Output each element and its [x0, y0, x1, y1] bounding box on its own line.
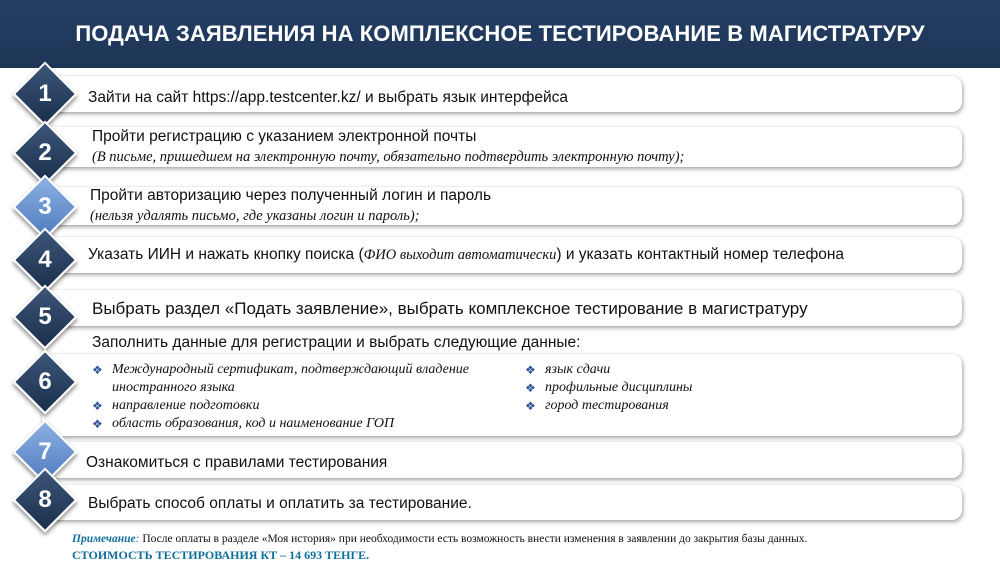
step-6-heading: Заполнить данные для регистрации и выбрать следующие данные: — [92, 334, 581, 351]
page-header — [0, 0, 1000, 68]
bullet-item: ❖ Международный сертификат, подтверждающий владение иностранного языка — [92, 362, 469, 395]
diamond-bullet-icon: ❖ — [525, 381, 536, 395]
step-card-1 — [42, 76, 962, 112]
step-number: 6 — [38, 368, 52, 395]
step-text: Выбрать способ оплаты и оплатить за тестирование. — [88, 495, 472, 512]
page-title: ПОДАЧА ЗАЯВЛЕНИЯ НА КОМПЛЕКСНОЕ ТЕСТИРОВАНИЕ В МАГИСТРАТУРУ — [75, 21, 925, 46]
bullet-item: ❖ область образования, код и наименование ГОП — [92, 416, 395, 431]
step-card-7 — [42, 442, 962, 478]
step-text: Пройти регистрацию с указанием электронной почты — [92, 128, 477, 145]
bullet-list-right — [525, 361, 825, 415]
step-text: Указать ИИН и нажать кнопку поиска (ФИО выходит автоматически) и указать контактный номер телефона — [88, 246, 845, 263]
diamond-bullet-icon: ❖ — [92, 363, 103, 377]
step-card-3 — [42, 187, 962, 225]
diamond-bullet-icon: ❖ — [92, 399, 103, 413]
step-text: Зайти на сайт https://app.testcenter.kz/ и выбрать язык интерфейса — [88, 89, 569, 106]
step-card-8 — [42, 485, 962, 520]
step-text: Пройти авторизацию через полученный логин и пароль — [90, 187, 492, 204]
diamond-bullet-icon: ❖ — [92, 417, 103, 431]
step-number: 5 — [38, 303, 52, 330]
bullet-item: ❖ направление подготовки — [92, 398, 260, 413]
step-card-5 — [42, 290, 962, 326]
step-number: 3 — [38, 193, 52, 220]
step-number: 8 — [38, 486, 52, 513]
step-number: 4 — [38, 246, 52, 273]
footer-cost: СТОИМОСТЬ ТЕСТИРОВАНИЯ КТ – 14 693 ТЕНГЕ. — [72, 548, 370, 562]
bullet-item: ❖ язык сдачи — [525, 362, 611, 377]
bullet-list-left — [92, 361, 522, 433]
step-number: 2 — [38, 139, 52, 166]
step-note: (нельзя удалять письмо, где указаны логин и пароль); — [90, 208, 420, 224]
step-text: Выбрать раздел «Подать заявление», выбрать комплексное тестирование в магистратуру — [92, 299, 808, 318]
step-text: Ознакомиться с правилами тестирования — [86, 454, 388, 471]
diamond-bullet-icon: ❖ — [525, 363, 536, 377]
note-text: После оплаты в разделе «Моя история» при необходимости есть возможность внести изменения в заявлении до закрытия базы данных. — [139, 533, 808, 545]
bullet-item: ❖ профильные дисциплины — [525, 380, 693, 395]
footer-note: Примечание: После оплаты в разделе «Моя история» при необходимости есть возможность внести изменения в заявлении до закрытия базы данных. — [72, 533, 808, 545]
note-label: Примечание — [72, 533, 136, 545]
step-note: (В письме, пришедшем на электронную почту, обязательно подтвердить электронную почту); — [92, 149, 685, 165]
step-card-2 — [42, 127, 962, 167]
diamond-bullet-icon: ❖ — [525, 399, 536, 413]
bullet-item: ❖ город тестирования — [525, 398, 669, 413]
step-number: 1 — [38, 80, 52, 107]
step-card-4 — [42, 237, 962, 273]
step-number: 7 — [38, 438, 52, 465]
